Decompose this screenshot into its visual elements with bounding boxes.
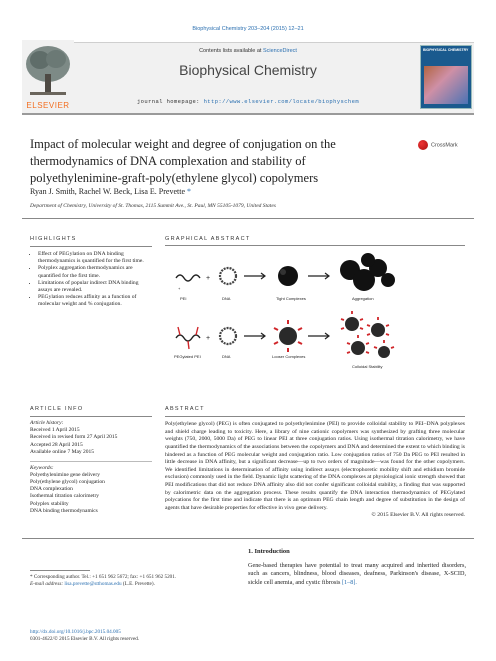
footnote-divider — [30, 570, 90, 571]
label-looser-complexes: Looser Complexes — [272, 354, 306, 359]
issn-line: 0301-4622/© 2015 Elsevier B.V. All rights reserved. — [30, 636, 140, 643]
abstract-heading: ABSTRACT — [165, 406, 205, 412]
divider — [165, 416, 465, 417]
highlight-item: • PEGylation reduces affinity as a function of molecular weight and % conjugation. — [38, 294, 152, 308]
crossmark-label: CrossMark — [431, 142, 458, 149]
keywords-label: Keywords: — [30, 464, 54, 471]
highlights-heading: HIGHLIGHTS — [30, 236, 77, 242]
highlight-item: • Polyplex aggregation thermodynamics are quantified for the first time. — [38, 265, 152, 279]
label-dna: DNA — [222, 354, 231, 359]
homepage-prefix: journal homepage: — [136, 98, 204, 105]
history-item: Received in revised form 27 April 2015 — [30, 434, 118, 441]
plus-sign: + — [206, 335, 211, 342]
keyword: Isothermal titration calorimetry — [30, 493, 100, 500]
label-aggregation: Aggregation — [352, 296, 374, 301]
article-info-section — [30, 406, 152, 515]
looser-complex-icon — [274, 320, 302, 352]
keyword: Polyethylenimine gene delivery — [30, 471, 100, 478]
email-suffix: (L.E. Prevette). — [121, 581, 155, 588]
abstract-text: Poly(ethylene glycol) (PEG) is often conjugated to polyethylenimine (PEI) to provide colloidal stability to PEI–DNA polyplexes and shield charge leading to toxicity. Here, a library of nine cationic copolymers was synthesized by grafting three molecular weights (750, 2000, 5000 Da) of PEG to linear PEI at three conjugation ratios. Using isothermal titration calorimetry, we have quantified the thermodynamics of the associations between the copolymers and DNA and determined the extent to which binding is hindered as a function of PEG molecular weight and conjugation ratio. Low conjugation ratios of 750 Da PEG to PEI resulted in little decrease in DNA affinity, but a significant decrease—up to two orders of magnitude—was found for the other copolymers. We identified limitations in determination of affinity using indirect assays (electrophoretic mobility shift and ethidium bromide exclusion) commonly used in the field. Dynamic light scattering of the DNA complexes at physiological ionic strength showed that PEI modifications that did not reduce DNA affinity also did not confer significant colloidal stability, a finding that was supported by calorimetric data on the aggregation process. These results quantify the DNA interaction thermodynamics of PEGylated polycations for the first time and indicate that there is an optimum PEG chain length and degree of substitution in the design of agents that have desirable properties for effective in vivo gene delivery. — [165, 421, 465, 511]
email-label: E-mail address: — [30, 581, 65, 588]
divider — [22, 218, 474, 219]
article-info-heading: ARTICLE INFO — [30, 406, 84, 412]
divider — [22, 538, 474, 539]
keyword: DNA complexation — [30, 486, 73, 493]
cover-art — [424, 66, 468, 104]
tight-complex-icon — [278, 266, 298, 286]
history-label: Article history: — [30, 420, 64, 427]
graphical-abstract-heading: GRAPHICAL ABSTRACT — [165, 236, 251, 242]
label-colloidal-stability: Colloidal Stability — [352, 364, 383, 369]
label-tight-complexes: Tight Complexes — [276, 296, 306, 301]
history-item: Received 1 April 2015 — [30, 427, 80, 434]
corresponding-author-link[interactable]: * — [187, 187, 191, 196]
plus-sign: + — [206, 275, 211, 282]
dna-plasmid-icon — [220, 328, 236, 344]
cover-title: BIOPHYSICAL CHEMISTRY — [423, 48, 469, 52]
aggregation-icon — [340, 253, 395, 291]
highlights-section — [30, 236, 152, 308]
highlights-list — [30, 251, 152, 308]
introduction-text — [248, 562, 466, 587]
citation-link[interactable]: [1–8]. — [342, 578, 357, 586]
contents-prefix: Contents lists available at — [199, 48, 263, 54]
keyword: Poly(ethylene glycol) conjugation — [30, 479, 105, 486]
journal-reference[interactable]: Biophysical Chemistry 203–204 (2015) 12–21 — [192, 26, 304, 32]
history-item: Accepted 28 April 2015 — [30, 441, 83, 448]
divider — [30, 461, 152, 462]
author-list — [30, 187, 430, 196]
label-pei: PEI — [180, 296, 187, 301]
crossmark-badge[interactable] — [418, 140, 470, 154]
dna-plasmid-icon — [220, 268, 236, 284]
doi-link[interactable]: http://dx.doi.org/10.1016/j.bpc.2015.04.005 — [30, 629, 121, 635]
keyword: DNA binding thermodynamics — [30, 507, 98, 514]
corresponding-author-footnote — [30, 574, 240, 588]
email-line — [30, 581, 240, 588]
pegylated-pei-icon — [176, 327, 200, 349]
corresponding-author-line: * Corresponding author. Tel.: +1 651 962 5672; fax: +1 651 962 5201. — [30, 574, 177, 580]
divider — [30, 246, 152, 247]
graphical-abstract-figure[interactable] — [168, 240, 458, 376]
journal-cover[interactable] — [420, 45, 472, 109]
journal-name: Biophysical Chemistry — [179, 62, 317, 78]
affiliation: Department of Chemistry, University of St. Thomas, 2115 Summit Ave., St. Paul, MN 55105-1079, United States — [30, 203, 276, 209]
doi-block — [30, 629, 330, 643]
history-item: Available online 7 May 2015 — [30, 448, 95, 455]
label-pegylated-pei: PEGylated PEI — [174, 354, 201, 359]
highlight-item: • Effect of PEGylation on DNA binding thermodynamics is quantified for the first time. — [38, 251, 152, 265]
divider — [30, 416, 152, 417]
article-title: Impact of molecular weight and degree of conjugation on the thermodynamics of DNA complexation and stability of polyethylenimine-graft-poly(ethylene glycol) copolymers — [30, 137, 336, 185]
copyright: © 2015 Elsevier B.V. All rights reserved. — [371, 512, 465, 519]
authors-text: Ryan J. Smith, Rachel W. Beck, Lisa E. Prevette — [30, 187, 187, 196]
highlight-item: • Limitations of popular indirect DNA binding assays are revealed. — [38, 280, 152, 294]
crossmark-icon — [418, 140, 428, 150]
colloidal-stability-icon — [341, 311, 394, 358]
introduction-paragraph: Gene-based therapies have potential to treat many acquired and inherited disorders, such as cancers, blindness, blood diseases, deafness, Parkinson's disease, X-SCID, sickle cell anemia, and cystic fibrosis — [248, 562, 466, 586]
introduction-heading: 1. Introduction — [248, 548, 290, 555]
keyword: Polyplex stability — [30, 500, 69, 507]
svg-text:+: + — [178, 286, 181, 291]
email-link[interactable]: lisa.prevette@stthomas.edu — [64, 581, 122, 588]
homepage-link[interactable]: http://www.elsevier.com/locate/biophyschem — [203, 98, 360, 105]
abstract-section — [165, 406, 465, 520]
label-dna: DNA — [222, 296, 231, 301]
elsevier-wordmark: ELSEVIER — [26, 101, 70, 110]
pei-polymer-icon — [176, 275, 200, 291]
sciencedirect-link[interactable]: ScienceDirect — [262, 48, 297, 54]
